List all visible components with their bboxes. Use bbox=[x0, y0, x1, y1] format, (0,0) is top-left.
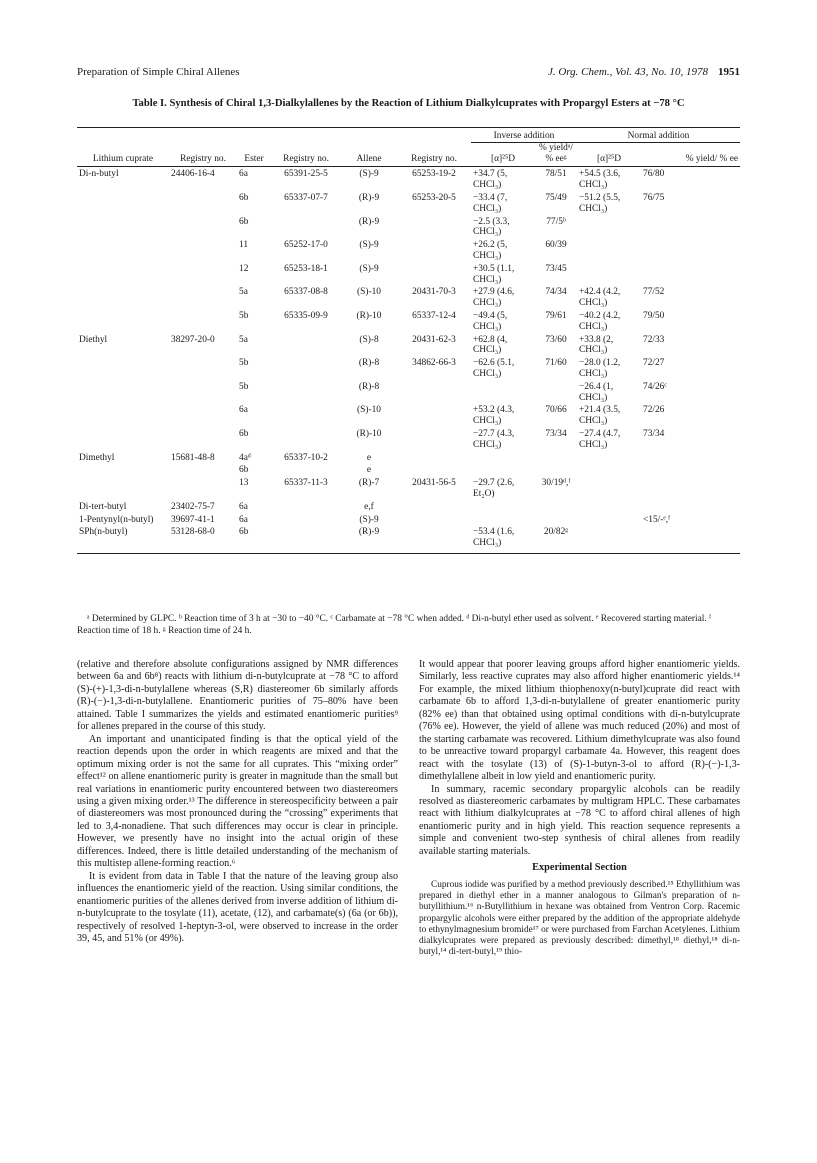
table-row bbox=[77, 403, 740, 427]
col-yield-normal: % yield/ % ee bbox=[641, 142, 740, 167]
cell-normal-yield bbox=[641, 463, 740, 476]
cell-normal-yield: <15/-ᵉ,ᶠ bbox=[643, 514, 671, 525]
cell-allene: (R)-10 bbox=[356, 428, 382, 439]
cell-normal-rotation bbox=[577, 513, 641, 526]
cell-ester: 6a bbox=[239, 501, 248, 512]
cell-cuprate bbox=[77, 285, 169, 309]
cell-allene: (S)-9 bbox=[359, 240, 379, 251]
cell-cuprate bbox=[77, 356, 169, 380]
cell-normal-yield bbox=[641, 525, 740, 553]
cell-inverse-rotation: +27.9 (4.6, CHCl₃) bbox=[473, 287, 515, 309]
cell-registry-cuprate: 53128-68-0 bbox=[169, 525, 237, 553]
col-registry-2: Registry no. bbox=[271, 142, 341, 167]
cell-allene: (R)-10 bbox=[356, 310, 382, 321]
paragraph-left-2: An important and unanticipated finding is that the optical yield of the reaction depends upon the order in which reagents are mixed and that the optimum mixing order is not the same for all cuprates. This “mixing order” effect¹² on allene enantiomeric purity is greater in magnitude than the small but real variations in enantiomeric purity encountered between two diastereomers using a given mixing order.¹³ The difference in stereospecificity between a pair of diastereomers was most pronounced during the “crossing” experiments that led to 3,4-nonadiene. That such differences may occur is clear in principle. However, we presently have no insight into the actual origin of these differences. Indeed, there is little detailed understanding of the mechanism of this multistep allene-forming reaction.⁶ bbox=[77, 733, 398, 870]
table-body bbox=[77, 167, 740, 554]
cell-registry-cuprate bbox=[169, 309, 237, 333]
table-row bbox=[77, 500, 740, 513]
cell-inverse-yield: 71/60 bbox=[545, 358, 567, 369]
cell-inverse-yield: 70/66 bbox=[545, 405, 567, 416]
cell-registry-ester bbox=[271, 356, 341, 380]
cell-inverse-yield bbox=[535, 380, 577, 404]
cell-registry-ester bbox=[271, 513, 341, 526]
table-row bbox=[77, 356, 740, 380]
cell-registry-cuprate bbox=[169, 215, 237, 239]
cell-cuprate bbox=[77, 403, 169, 427]
body-column-left bbox=[77, 659, 398, 945]
cell-cuprate: Di-tert-butyl bbox=[79, 501, 127, 512]
cell-inverse-rotation: +26.2 (5, CHCl₃) bbox=[473, 240, 508, 261]
table-row bbox=[77, 525, 740, 553]
cell-registry-cuprate: 23402-75-7 bbox=[171, 501, 215, 512]
cell-inverse-rotation: −53.4 (1.6, CHCl₃) bbox=[471, 525, 535, 553]
cell-inverse-yield: 78/51 bbox=[545, 169, 567, 180]
cell-registry-allene: 65253-20-5 bbox=[412, 192, 456, 203]
cell-ester: 11 bbox=[239, 240, 249, 251]
running-title: Preparation of Simple Chiral Allenes bbox=[77, 66, 240, 78]
cell-normal-rotation: +42.4 (4.2, CHCl₃) bbox=[579, 287, 621, 309]
cell-normal-rotation bbox=[577, 262, 641, 286]
cell-allene: (R)-9 bbox=[358, 192, 380, 203]
cell-normal-yield: 73/34 bbox=[643, 428, 665, 439]
cell-allene: (R)-9 bbox=[358, 216, 380, 227]
cell-inverse-rotation bbox=[471, 500, 535, 513]
cell-normal-rotation: +33.8 (2, CHCl₃) bbox=[579, 334, 614, 356]
cell-allene: (S)-9 bbox=[359, 263, 379, 274]
cell-inverse-yield: 79/61 bbox=[545, 310, 567, 321]
table-row bbox=[77, 476, 740, 500]
cell-registry-cuprate bbox=[169, 262, 237, 286]
cell-registry-cuprate bbox=[169, 356, 237, 380]
cell-registry-ester: 65253-18-1 bbox=[284, 263, 328, 274]
cell-cuprate bbox=[77, 380, 169, 404]
cell-inverse-rotation: +53.2 (4.3, CHCl₃) bbox=[473, 405, 515, 427]
cell-registry-allene bbox=[397, 451, 471, 464]
col-alpha-normal: [α]²⁵D bbox=[577, 142, 641, 167]
cell-allene: e bbox=[366, 452, 372, 463]
cell-inverse-rotation: −27.7 (4.3, CHCl₃) bbox=[473, 428, 515, 450]
cell-registry-ester: 65337-08-8 bbox=[284, 287, 328, 298]
cell-ester: 4aᵈ bbox=[239, 452, 251, 463]
cell-normal-rotation bbox=[577, 525, 641, 553]
cell-registry-ester: 65335-09-9 bbox=[284, 310, 328, 321]
cell-registry-cuprate bbox=[169, 427, 237, 451]
cell-cuprate bbox=[77, 309, 169, 333]
table-title: Table I. Synthesis of Chiral 1,3-Dialkylallenes by the Reaction of Lithium Dialkylcuprates with Propargyl Esters at −78 °C bbox=[132, 98, 685, 109]
page-number: 1951 bbox=[718, 66, 740, 78]
cell-cuprate: 1-Pentynyl(n-butyl) bbox=[79, 514, 154, 525]
cell-cuprate bbox=[77, 215, 169, 239]
cell-registry-cuprate bbox=[169, 476, 237, 500]
cell-inverse-yield: 20/82ᵍ bbox=[535, 525, 577, 553]
cell-cuprate bbox=[77, 191, 169, 215]
paragraph-left-1: (relative and therefore absolute configurations assigned by NMR differences between 6a and 6b⁸) reacts with lithium di-n-butylcuprate at −78 °C to afford (S)-(+)-1,3-di-n-butylallene whereas (S,R) diastereomer 6b similarly affords (R)-(−)-1,3-di-n-butylallene. Enantiomeric purities of 75–80% have been attained. Table I summarizes the yields and estimated enantiomeric purities⁹ for allenes prepared in the course of this study. bbox=[77, 659, 398, 733]
cell-cuprate: SPh(n-butyl) bbox=[77, 525, 169, 553]
cell-ester: 5b bbox=[239, 381, 249, 392]
cell-ester: 6b bbox=[237, 525, 271, 553]
cell-inverse-yield bbox=[535, 451, 577, 464]
cell-registry-ester: 65337-11-3 bbox=[284, 478, 328, 489]
cell-registry-cuprate bbox=[169, 285, 237, 309]
cell-normal-yield: 74/26ᶜ bbox=[643, 381, 667, 392]
cell-normal-yield bbox=[641, 451, 740, 464]
cell-cuprate: Dimethyl bbox=[79, 452, 115, 463]
cell-registry-allene bbox=[397, 215, 471, 239]
cell-inverse-yield: 73/34 bbox=[545, 428, 567, 439]
cell-cuprate bbox=[77, 262, 169, 286]
paragraph-right-2: In summary, racemic secondary propargylic alcohols can be readily resolved as diastereomeric carbamates by multigram HPLC. These carbamates react with lithium dialkylcuprates at −78 °C to afford chiral allenes of high enantiomeric purity and in high yield. This reaction sequence represents a simple and convenient two-step synthesis of chiral allenes from readily available starting materials. bbox=[419, 783, 740, 857]
table-row bbox=[77, 513, 740, 526]
paragraph-right-1: It would appear that poorer leaving groups afford higher enantiomeric yields. Similarly, less reactive cuprates may also afford higher enantiomeric yields.¹⁴ For example, the mixed lithium thiophenoxy(n-butyl)cuprate did react with carbamate 6b to afford 1,3-di-n-butylallene of greater enantiomeric purity (82% ee) than that obtained using optimal conditions with di-n-butylcuprate (76% ee). However, the yield of allene was much reduced (20%) and most of the starting carbamate was recovered. Lithium dimethylcuprate was also found to be unreactive toward propargyl carbamate 4a. However, this reagent does react with the tosylate (13) of (S)-1-butyn-3-ol to afford (R)-(−)-1,3-dimethylallene albeit in low yield and enantiomeric purity. bbox=[419, 659, 740, 783]
cell-registry-allene: 65253-19-2 bbox=[412, 169, 456, 180]
cell-inverse-yield: 73/45 bbox=[545, 263, 567, 274]
cell-inverse-rotation: +34.7 (5, CHCl₃) bbox=[473, 169, 508, 191]
cell-registry-cuprate: 15681-48-8 bbox=[171, 452, 215, 463]
cell-registry-cuprate bbox=[169, 463, 237, 476]
cell-registry-cuprate bbox=[169, 380, 237, 404]
cell-inverse-yield: 74/34 bbox=[545, 287, 567, 298]
table-row bbox=[77, 451, 740, 464]
cell-ester: 6b bbox=[239, 216, 249, 227]
cell-normal-rotation: −28.0 (1.2, CHCl₃) bbox=[579, 358, 621, 379]
cell-registry-allene bbox=[397, 525, 471, 553]
cell-ester: 5a bbox=[239, 287, 248, 298]
cell-allene: (R)-8 bbox=[358, 381, 380, 392]
results-table bbox=[77, 127, 740, 554]
cell-registry-allene bbox=[397, 513, 471, 526]
cell-normal-rotation: +54.5 (3.6, CHCl₃) bbox=[579, 169, 621, 191]
cell-normal-yield bbox=[641, 500, 740, 513]
cell-registry-allene: 20431-62-3 bbox=[412, 334, 456, 345]
cell-ester: 6b bbox=[239, 465, 249, 476]
cell-registry-ester bbox=[271, 403, 341, 427]
cell-ester: 12 bbox=[239, 263, 249, 274]
cell-inverse-rotation bbox=[471, 380, 535, 404]
cell-normal-rotation: +21.4 (3.5, CHCl₃) bbox=[579, 405, 621, 427]
cell-registry-ester bbox=[271, 525, 341, 553]
cell-registry-allene: 34862-66-3 bbox=[412, 358, 456, 369]
col-alpha-inverse: [α]²⁵D bbox=[471, 142, 535, 167]
cell-ester: 5b bbox=[239, 310, 249, 321]
cell-registry-ester bbox=[271, 215, 341, 239]
cell-inverse-yield bbox=[535, 513, 577, 526]
cell-cuprate bbox=[77, 427, 169, 451]
table-footnotes: ᵃ Determined by GLPC. ᵇ Reaction time of 3 h at −30 to −40 °C. ᶜ Carbamate at −78 °C when added. ᵈ Di-n-butyl ether used as solvent. ᵉ Recovered starting material. ᶠ Reaction time of 18 h. ᵍ Reaction time of 24 h. bbox=[77, 614, 712, 636]
col-registry-3: Registry no. bbox=[397, 142, 471, 167]
cell-normal-yield: 76/75 bbox=[643, 192, 665, 203]
cell-inverse-yield bbox=[535, 463, 577, 476]
cell-registry-allene bbox=[397, 500, 471, 513]
group-normal-addition: Normal addition bbox=[577, 128, 740, 143]
cell-normal-rotation: −27.4 (4.7, CHCl₃) bbox=[579, 428, 621, 450]
group-inverse-addition: Inverse addition bbox=[471, 128, 577, 143]
col-yield-inverse: % yieldᵃ/ % eeᵍ bbox=[535, 142, 577, 167]
table-row bbox=[77, 191, 740, 215]
cell-registry-ester: 65337-10-2 bbox=[284, 452, 328, 463]
table-row bbox=[77, 463, 740, 476]
col-cuprate: Lithium cuprate bbox=[77, 142, 169, 167]
cell-registry-allene bbox=[397, 463, 471, 476]
cell-registry-ester bbox=[271, 380, 341, 404]
cell-allene: e bbox=[366, 465, 372, 476]
cell-ester: 6b bbox=[239, 428, 249, 439]
cell-normal-yield bbox=[641, 215, 740, 239]
cell-registry-allene bbox=[397, 262, 471, 286]
cell-allene: (S)-10 bbox=[357, 287, 381, 298]
cell-registry-cuprate bbox=[169, 238, 237, 262]
cell-ester: 6a bbox=[239, 514, 248, 525]
table-row bbox=[77, 333, 740, 357]
cell-registry-allene bbox=[397, 427, 471, 451]
cell-cuprate: Diethyl bbox=[79, 334, 108, 345]
cell-normal-yield: 76/80 bbox=[643, 169, 665, 180]
cell-allene: (R)-9 bbox=[341, 525, 397, 553]
cell-inverse-rotation: −33.4 (7, CHCl₃) bbox=[473, 192, 508, 214]
table-row bbox=[77, 167, 740, 191]
cell-registry-allene bbox=[397, 380, 471, 404]
running-header bbox=[77, 66, 740, 82]
cell-allene: e,f bbox=[364, 501, 374, 512]
cell-inverse-rotation: +62.8 (4, CHCl₃) bbox=[473, 334, 508, 356]
table-row bbox=[77, 427, 740, 451]
cell-allene: (R)-8 bbox=[358, 358, 380, 369]
table-row bbox=[77, 215, 740, 239]
cell-normal-rotation: −40.2 (4.2, CHCl₃) bbox=[579, 310, 621, 332]
cell-registry-ester bbox=[271, 333, 341, 357]
experimental-text: Cuprous iodide was purified by a method previously described.¹⁵ Ethyllithium was prepared in diethyl ether in a manner analogous to Gilman's preparation of n-butyllithium.¹⁶ n-Butyllithium in hexane was obtained from Ventron Corp. Racemic propargylic alcohols were either prepared by the addition of the appropriate aldehyde to ethynylmagnesium bromide¹⁷ or were purchased from Farchan Acetylenes. Lithium dialkylcuprates were prepared as previously described: dimethyl,¹⁸ diethyl,¹⁸ di-n-butyl,¹⁴ di-tert-butyl,¹⁹ thio- bbox=[419, 879, 740, 958]
cell-ester: 6a bbox=[239, 405, 248, 416]
cell-cuprate bbox=[77, 238, 169, 262]
cell-registry-ester bbox=[271, 463, 341, 476]
col-ester: Ester bbox=[237, 142, 271, 167]
cell-registry-ester: 65337-07-7 bbox=[284, 192, 328, 203]
cell-allene: (S)-9 bbox=[359, 169, 379, 180]
cell-inverse-rotation: −49.4 (5, CHCl₃) bbox=[473, 310, 508, 332]
cell-registry-cuprate bbox=[169, 403, 237, 427]
journal-citation: J. Org. Chem., Vol. 43, No. 10, 1978 1951 bbox=[547, 66, 740, 78]
table-row bbox=[77, 285, 740, 309]
cell-registry-ester bbox=[271, 427, 341, 451]
cell-registry-cuprate: 38297-20-0 bbox=[171, 334, 215, 345]
cell-registry-allene: 20431-56-5 bbox=[412, 478, 456, 489]
cell-normal-yield: 72/33 bbox=[643, 334, 665, 345]
cell-inverse-yield: 60/39 bbox=[545, 240, 567, 251]
cell-inverse-rotation: −2.5 (3.3, CHCl₃) bbox=[473, 216, 510, 238]
cell-registry-allene: 65337-12-4 bbox=[412, 310, 456, 321]
cell-registry-cuprate: 39697-41-1 bbox=[171, 514, 215, 525]
cell-cuprate bbox=[77, 463, 169, 476]
cell-registry-cuprate: 24406-16-4 bbox=[171, 169, 215, 180]
col-registry-1: Registry no. bbox=[169, 142, 237, 167]
table-row bbox=[77, 238, 740, 262]
cell-registry-allene bbox=[397, 238, 471, 262]
cell-allene: (S)-9 bbox=[359, 514, 379, 525]
cell-normal-rotation bbox=[577, 463, 641, 476]
cell-normal-rotation bbox=[577, 500, 641, 513]
table-row bbox=[77, 309, 740, 333]
paragraph-left-3: It is evident from data in Table I that the nature of the leaving group also influences the enantiomeric yield of the reaction. Using similar conditions, the enantiomeric purities of the allenes derived from inverse addition of lithium di-n-butylcuprate to the tosylate (11), acetate, (12), and carbamate(s) (6a (or 6b)), respectively of resolved 1-heptyn-3-ol, were observed to increase in the order 39, 45, and 51% (or 49%). bbox=[77, 870, 398, 944]
cell-inverse-yield bbox=[535, 500, 577, 513]
cell-inverse-rotation bbox=[471, 451, 535, 464]
cell-registry-allene: 20431-70-3 bbox=[412, 287, 456, 298]
cell-normal-rotation bbox=[577, 215, 641, 239]
cell-normal-rotation: −51.2 (5.5, CHCl₃) bbox=[579, 192, 621, 214]
cell-ester: 6b bbox=[239, 192, 249, 203]
cell-inverse-yield: 75/49 bbox=[545, 192, 567, 203]
cell-inverse-yield: 77/5ᵇ bbox=[546, 216, 566, 227]
cell-normal-yield bbox=[641, 262, 740, 286]
cell-registry-ester: 65391-25-5 bbox=[284, 169, 328, 180]
cell-normal-rotation bbox=[577, 476, 641, 500]
table-row bbox=[77, 262, 740, 286]
cell-cuprate: Di-n-butyl bbox=[79, 169, 119, 180]
cell-inverse-yield: 30/19ᵈ,ᶠ bbox=[541, 478, 571, 489]
cell-ester: 13 bbox=[239, 478, 249, 489]
table-row bbox=[77, 380, 740, 404]
col-allene: Allene bbox=[341, 142, 397, 167]
cell-registry-ester: 65252-17-0 bbox=[284, 240, 328, 251]
cell-inverse-rotation bbox=[471, 513, 535, 526]
cell-allene: (R)-7 bbox=[358, 478, 380, 489]
cell-normal-rotation bbox=[577, 238, 641, 262]
cell-inverse-rotation: −29.7 (2.6, Et₂O) bbox=[473, 478, 515, 499]
cell-inverse-rotation bbox=[471, 463, 535, 476]
cell-normal-rotation bbox=[577, 451, 641, 464]
cell-normal-yield bbox=[641, 476, 740, 500]
cell-normal-yield: 77/52 bbox=[643, 287, 665, 298]
cell-allene: (S)-8 bbox=[359, 334, 379, 345]
cell-cuprate bbox=[77, 476, 169, 500]
cell-ester: 5a bbox=[239, 334, 248, 345]
cell-ester: 6a bbox=[239, 169, 248, 180]
experimental-heading: Experimental Section bbox=[532, 862, 627, 874]
cell-registry-cuprate bbox=[169, 191, 237, 215]
cell-ester: 5b bbox=[239, 358, 249, 369]
cell-normal-yield: 72/26 bbox=[643, 405, 665, 416]
cell-inverse-rotation: +30.5 (1.1, CHCl₃) bbox=[473, 263, 515, 285]
cell-registry-ester bbox=[271, 500, 341, 513]
cell-inverse-rotation: −62.6 (5.1, CHCl₃) bbox=[473, 358, 515, 379]
cell-allene: (S)-10 bbox=[357, 405, 381, 416]
cell-normal-yield: 79/50 bbox=[643, 310, 665, 321]
cell-normal-yield: 72/27 bbox=[643, 358, 665, 369]
cell-normal-yield bbox=[641, 238, 740, 262]
body-column-right bbox=[419, 659, 740, 959]
cell-normal-rotation: −26.4 (1, CHCl₃) bbox=[579, 381, 614, 403]
cell-registry-allene bbox=[397, 403, 471, 427]
cell-inverse-yield: 73/60 bbox=[545, 334, 567, 345]
